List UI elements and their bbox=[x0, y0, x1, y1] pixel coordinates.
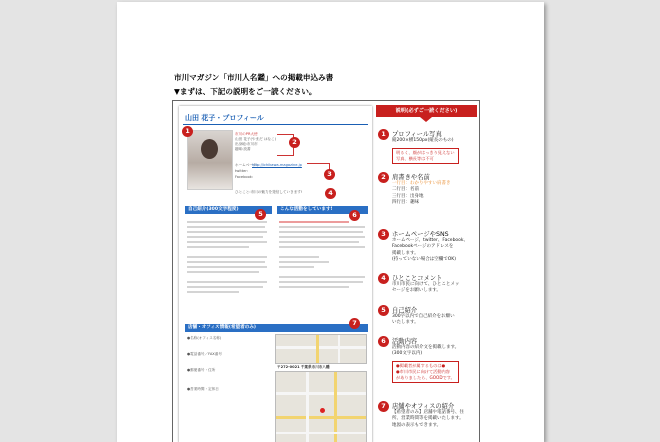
item-5-title: 自己紹介 bbox=[392, 307, 418, 314]
placeholder-text-lines bbox=[179, 219, 372, 324]
photo-note: 明るく、顔がはっきり見えない 写真、横長等は不可 bbox=[392, 148, 459, 164]
item-4-badge: 4 bbox=[378, 273, 389, 284]
shop-line-3: ●郵便番号・住所 bbox=[187, 368, 216, 372]
item-3-desc-1: ホームページ、twitter、Facebook、 bbox=[392, 238, 469, 243]
preview-title: 山田 花子・プロフィール bbox=[185, 114, 264, 122]
item-5-desc-2: いたします。 bbox=[392, 320, 419, 326]
profile-line-2: 山田 花子(やまだ はなこ) bbox=[235, 137, 277, 141]
shop-line-4: ●営業時間・定休日 bbox=[187, 387, 219, 391]
section-activity: こんな活動をしています! bbox=[277, 206, 368, 214]
title-underline bbox=[183, 124, 368, 125]
item-7-desc-1: 【希望者のみ】店舗や電話番号、住 bbox=[392, 410, 464, 415]
item-6-desc-1: 活動内容の紹介文を掲載します。 bbox=[392, 345, 460, 350]
item-1-badge: 1 bbox=[378, 129, 389, 140]
item-3-desc-4: (持っていない場合は空欄でOK) bbox=[392, 256, 457, 262]
badge-7: 7 bbox=[349, 318, 360, 329]
document-page bbox=[117, 2, 544, 442]
item-1-desc-1: 縦200×横150px(縦長のもの) bbox=[392, 138, 454, 143]
explanation-item-1 bbox=[378, 129, 477, 169]
item-2-desc-1: 一行目：わかりやすい肩書き bbox=[392, 181, 451, 186]
item-4-desc-2: セージをお願いします。 bbox=[392, 288, 441, 294]
intro-subtitle: ▼まずは、下記の説明をご一読ください。 bbox=[174, 87, 317, 96]
shop-line-2: ●電話番号／FAX番号 bbox=[187, 352, 222, 356]
item-7-title: 店舗やオフィスの紹介 bbox=[392, 403, 455, 410]
item-6-desc-2: (300文字以内) bbox=[392, 351, 423, 357]
profile-photo bbox=[187, 130, 233, 190]
explanation-item-6 bbox=[378, 336, 477, 396]
badge-5: 5 bbox=[255, 209, 266, 220]
badge-4: 4 bbox=[325, 188, 336, 199]
explanation-header: 説明(必ずご一読ください) bbox=[376, 105, 477, 117]
activity-note: ●掲載者が属するものは● ●市川市民に向けて活動内容 がありましたら、GOODです。 bbox=[392, 361, 459, 383]
badge-3: 3 bbox=[324, 169, 335, 180]
profile-preview bbox=[179, 106, 372, 442]
item-6-badge: 6 bbox=[378, 336, 389, 347]
item-3-desc-2: Facebookページのアドレスを bbox=[392, 244, 454, 250]
badge-1: 1 bbox=[182, 126, 193, 137]
item-4-desc-1: 市川市民に向けて、ひとことメッ bbox=[392, 282, 460, 287]
badge-6: 6 bbox=[349, 210, 360, 221]
item-3-badge: 3 bbox=[378, 229, 389, 240]
item-2-badge: 2 bbox=[378, 172, 389, 183]
item-3-desc-3: 掲載します。 bbox=[392, 250, 419, 256]
item-5-badge: 5 bbox=[378, 305, 389, 316]
item-3-title: ホームページやSNS bbox=[392, 231, 449, 238]
sns-facebook: Facebook: bbox=[235, 175, 254, 179]
homepage-label: ホームページ: bbox=[235, 163, 258, 167]
map-pin-icon bbox=[320, 408, 325, 413]
explanation-panel bbox=[376, 105, 477, 442]
map-address-label: 〒272-0021 千葉県市川市八幡 bbox=[277, 365, 330, 369]
item-2-desc-2: 二行目：名前 bbox=[392, 187, 419, 193]
explanation-item-2 bbox=[378, 172, 477, 212]
item-4-title: ひとことコメント bbox=[392, 275, 443, 282]
item-2-desc-4: 四行目：趣味 bbox=[392, 199, 419, 205]
item-7-badge: 7 bbox=[378, 401, 389, 412]
profile-line-4: 趣味:読書 bbox=[235, 147, 251, 151]
item-1-title: プロフィール写真 bbox=[392, 131, 442, 138]
profile-line-3: 出身地:市川市 bbox=[235, 142, 258, 146]
item-5-desc-1: 300字以内で自己紹介をお願い bbox=[392, 314, 455, 319]
badge-2: 2 bbox=[289, 137, 300, 148]
sns-twitter: twitter: bbox=[235, 169, 249, 173]
intro-title: 市川マガジン「市川人名鑑」への掲載申込み書 bbox=[174, 73, 334, 82]
form-frame bbox=[172, 100, 480, 442]
explanation-item-3 bbox=[378, 229, 477, 267]
map-top[interactable] bbox=[275, 334, 367, 364]
comment-text: ひとこと:市川の魅力を発信していきます! bbox=[235, 190, 303, 194]
item-6-title: 活動内容 bbox=[392, 338, 418, 345]
homepage-link[interactable]: http://ichikawa-magazine.jp bbox=[252, 163, 302, 167]
section-self-intro: 自己紹介(300文字程度) bbox=[185, 206, 272, 214]
shop-line-1: ●名称(オフィス名称) bbox=[187, 336, 222, 340]
item-2-title: 肩書きや名前 bbox=[392, 174, 430, 181]
header-arrow-icon bbox=[420, 117, 432, 122]
explanation-item-7 bbox=[378, 401, 477, 441]
explanation-item-4 bbox=[378, 273, 477, 295]
profile-line-1: 市川のPR大使 bbox=[235, 132, 258, 136]
section-shop: 店舗・オフィス情報(希望者のみ) bbox=[185, 324, 368, 332]
explanation-item-5 bbox=[378, 305, 477, 327]
item-7-desc-3: 地図の表示もできます。 bbox=[392, 422, 442, 428]
item-7-desc-2: 所、営業時間等を掲載いたします。 bbox=[392, 416, 464, 422]
item-2-desc-3: 三行目：出身地 bbox=[392, 193, 424, 199]
map-bottom[interactable] bbox=[275, 371, 367, 442]
